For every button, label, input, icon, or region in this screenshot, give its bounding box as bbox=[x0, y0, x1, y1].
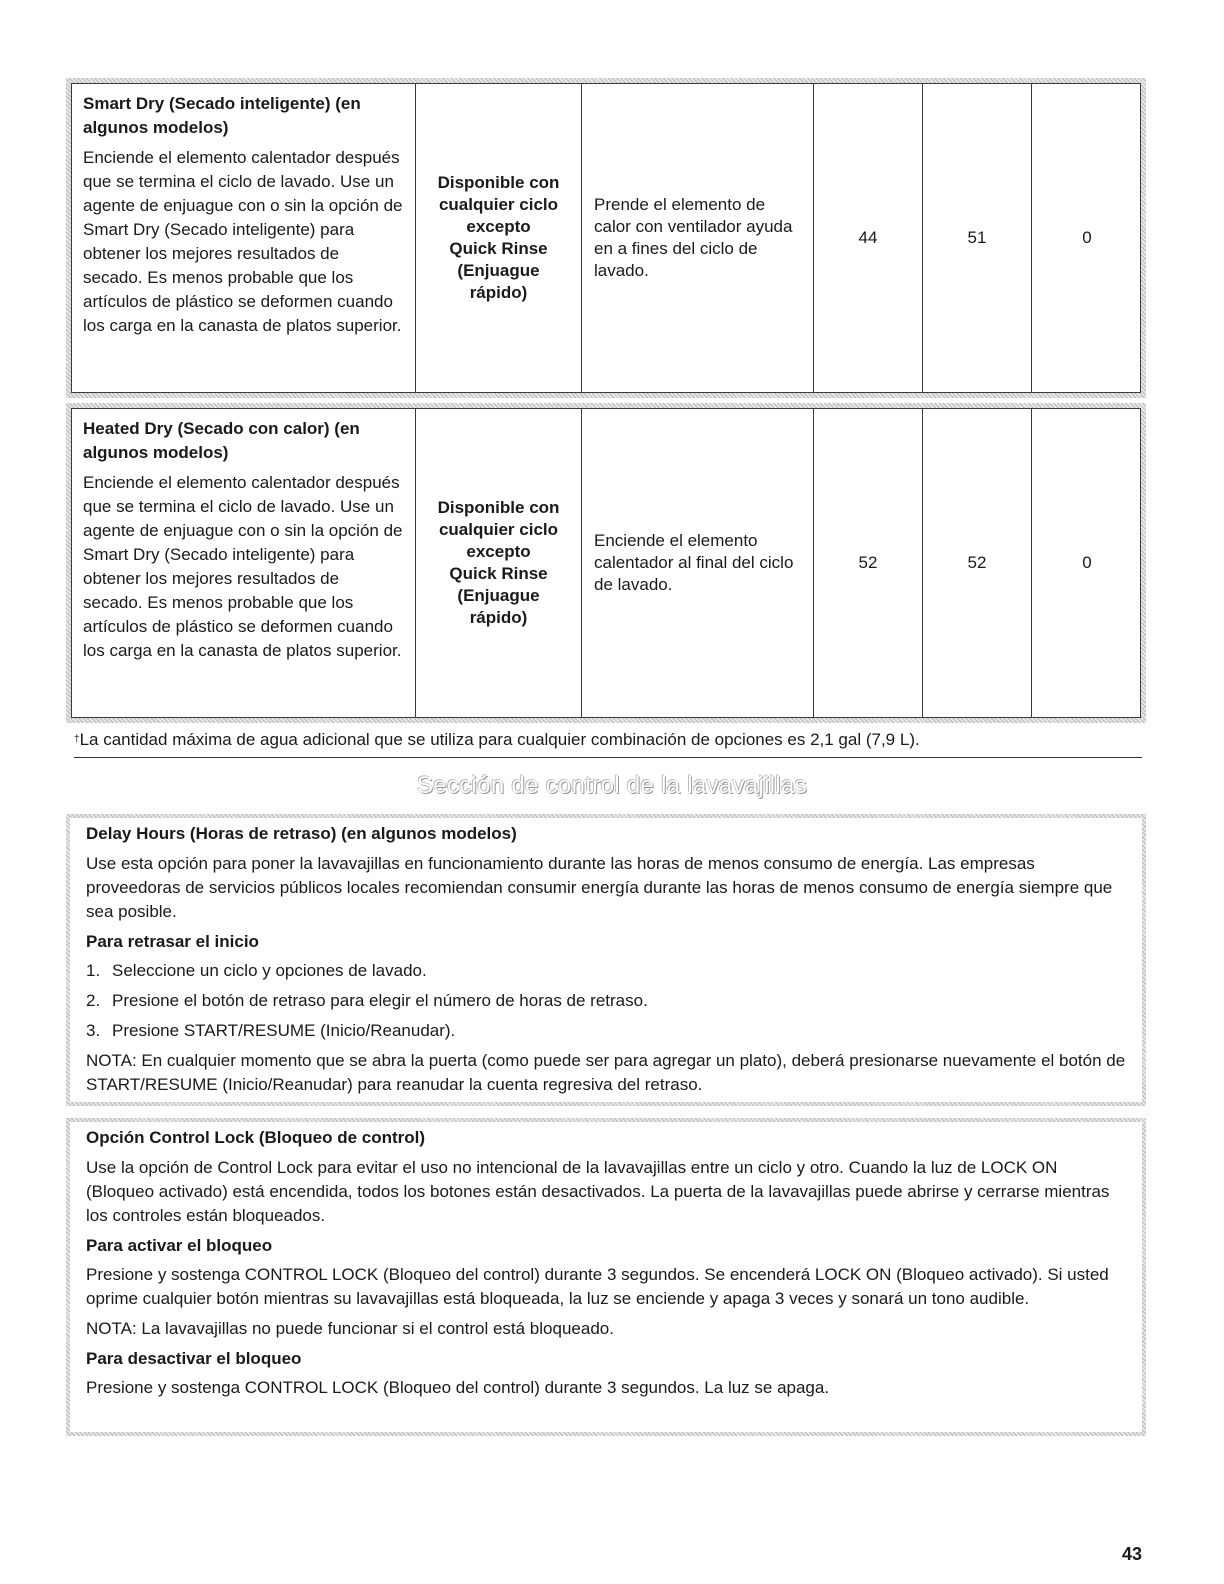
box-subheading: Para retrasar el inicio bbox=[86, 932, 259, 951]
list-item bbox=[86, 959, 1130, 983]
delay-hours-box bbox=[66, 814, 1146, 1106]
function-cell bbox=[582, 409, 814, 717]
box-intro: Use la opción de Control Lock para evitar el uso no intencional de la lavavajillas entre un ciclo y otro. Cuando la luz de LOCK ON (Bloqueo activado) está encendida, todos los botones están desactivados. La puerta de la lavavajillas puede abrirse y cerrarse mientras los controles están bloqueados. bbox=[86, 1158, 1110, 1225]
availability-cell bbox=[416, 409, 582, 717]
value-cell-3: 0 bbox=[1082, 228, 1092, 247]
box-title: Delay Hours (Horas de retraso) (en algunos modelos) bbox=[86, 824, 517, 843]
value-cell-1: 44 bbox=[814, 84, 923, 392]
table-row-smart-dry bbox=[66, 78, 1146, 398]
availability-line: (Enjuague bbox=[457, 261, 540, 280]
value-cell-2: 51 bbox=[923, 84, 1032, 392]
option-description: Enciende el elemento calentador después que se termina el ciclo de lavado. Use un agente de enjuague con o sin la opción de Smart Dry (Secado inteligente) para obtener los mejores resultados de secado. Es menos probable que los artículos de plástico se deformen cuando los carga en la canasta de platos superior. bbox=[83, 473, 403, 660]
step-number: 2. bbox=[86, 991, 101, 1010]
availability-line: cualquier ciclo bbox=[438, 195, 559, 214]
value-cell-1: 52 bbox=[814, 409, 923, 717]
section-title: Sección de control de la lavavajillas bbox=[417, 772, 807, 799]
step-text: Presione el botón de retraso para elegir el número de horas de retraso. bbox=[112, 991, 648, 1010]
box-note: NOTA: La lavavajillas no puede funcionar si el control está bloqueado. bbox=[86, 1319, 614, 1338]
box-title: Opción Control Lock (Bloqueo de control) bbox=[86, 1128, 426, 1147]
availability-line: cualquier ciclo bbox=[438, 520, 559, 539]
step-text: Seleccione un ciclo y opciones de lavado. bbox=[112, 961, 427, 980]
activate-text: Presione y sostenga CONTROL LOCK (Bloqueo del control) durante 3 segundos. Se encenderá LOCK ON (Bloqueo activado). Si usted oprime cualquier botón mientras su lavavajillas está bloqueada, la luz se enciende y apaga 3 veces y sonará un tono audible. bbox=[86, 1265, 1109, 1308]
availability-line: (Enjuague bbox=[457, 586, 540, 605]
option-description-cell bbox=[72, 84, 416, 392]
option-description-cell bbox=[72, 409, 416, 717]
value-cell-2: 52 bbox=[923, 409, 1032, 717]
box-note: NOTA: En cualquier momento que se abra la puerta (como puede ser para agregar un plato), deberá presionarse nuevamente el botón de START/RESUME (Inicio/Reanudar) para reanudar la cuenta regresiva del retraso. bbox=[86, 1051, 1126, 1094]
box-subheading: Para desactivar el bloqueo bbox=[86, 1349, 302, 1368]
list-item bbox=[86, 989, 1130, 1013]
divider bbox=[74, 757, 1142, 758]
footnote-marker: † bbox=[74, 734, 80, 745]
box-subheading: Para activar el bloqueo bbox=[86, 1236, 273, 1255]
step-number: 3. bbox=[86, 1021, 101, 1040]
availability-line: Disponible con bbox=[437, 498, 560, 517]
deactivate-text: Presione y sostenga CONTROL LOCK (Bloqueo del control) durante 3 segundos. La luz se apaga. bbox=[86, 1378, 830, 1397]
box-intro: Use esta opción para poner la lavavajillas en funcionamiento durante las horas de menos consumo de energía. Las empresas proveedoras de servicios públicos locales recomiendan consumir energía durante las horas de menos consumo de energía siempre que sea posible. bbox=[86, 854, 1113, 921]
availability-line: excepto bbox=[466, 542, 531, 561]
availability-line: rápido) bbox=[469, 283, 528, 302]
page-number: 43 bbox=[1121, 1544, 1142, 1564]
list-item bbox=[86, 1019, 1130, 1043]
availability-line: Disponible con bbox=[437, 173, 560, 192]
step-text: Presione START/RESUME (Inicio/Reanudar). bbox=[112, 1021, 456, 1040]
function-cell bbox=[582, 84, 814, 392]
availability-line: rápido) bbox=[469, 608, 528, 627]
function-text: Prende el elemento de calor con ventilador ayuda en a fines del ciclo de lavado. bbox=[594, 195, 793, 280]
footnote-text: La cantidad máxima de agua adicional que se utiliza para cualquier combinación de opciones es 2,1 gal (7,9 L). bbox=[79, 730, 920, 749]
value-cell-3: 0 bbox=[1082, 553, 1092, 572]
function-text: Enciende el elemento calentador al final del ciclo de lavado. bbox=[594, 531, 794, 594]
option-description: Enciende el elemento calentador después que se termina el ciclo de lavado. Use un agente de enjuague con o sin la opción de Smart Dry (Secado inteligente) para obtener los mejores resultados de secado. Es menos probable que los artículos de plástico se deformen cuando los carga en la canasta de platos superior. bbox=[83, 148, 403, 335]
availability-line: Quick Rinse bbox=[449, 239, 548, 258]
availability-line: excepto bbox=[466, 217, 531, 236]
option-title: Smart Dry (Secado inteligente) (en algunos modelos) bbox=[83, 94, 361, 137]
table-row-heated-dry bbox=[66, 403, 1146, 723]
step-number: 1. bbox=[86, 961, 101, 980]
table-footnote bbox=[74, 729, 920, 751]
availability-line: Quick Rinse bbox=[449, 564, 548, 583]
control-lock-box bbox=[66, 1118, 1146, 1436]
availability-cell bbox=[416, 84, 582, 392]
option-title: Heated Dry (Secado con calor) (en algunos modelos) bbox=[83, 419, 360, 462]
